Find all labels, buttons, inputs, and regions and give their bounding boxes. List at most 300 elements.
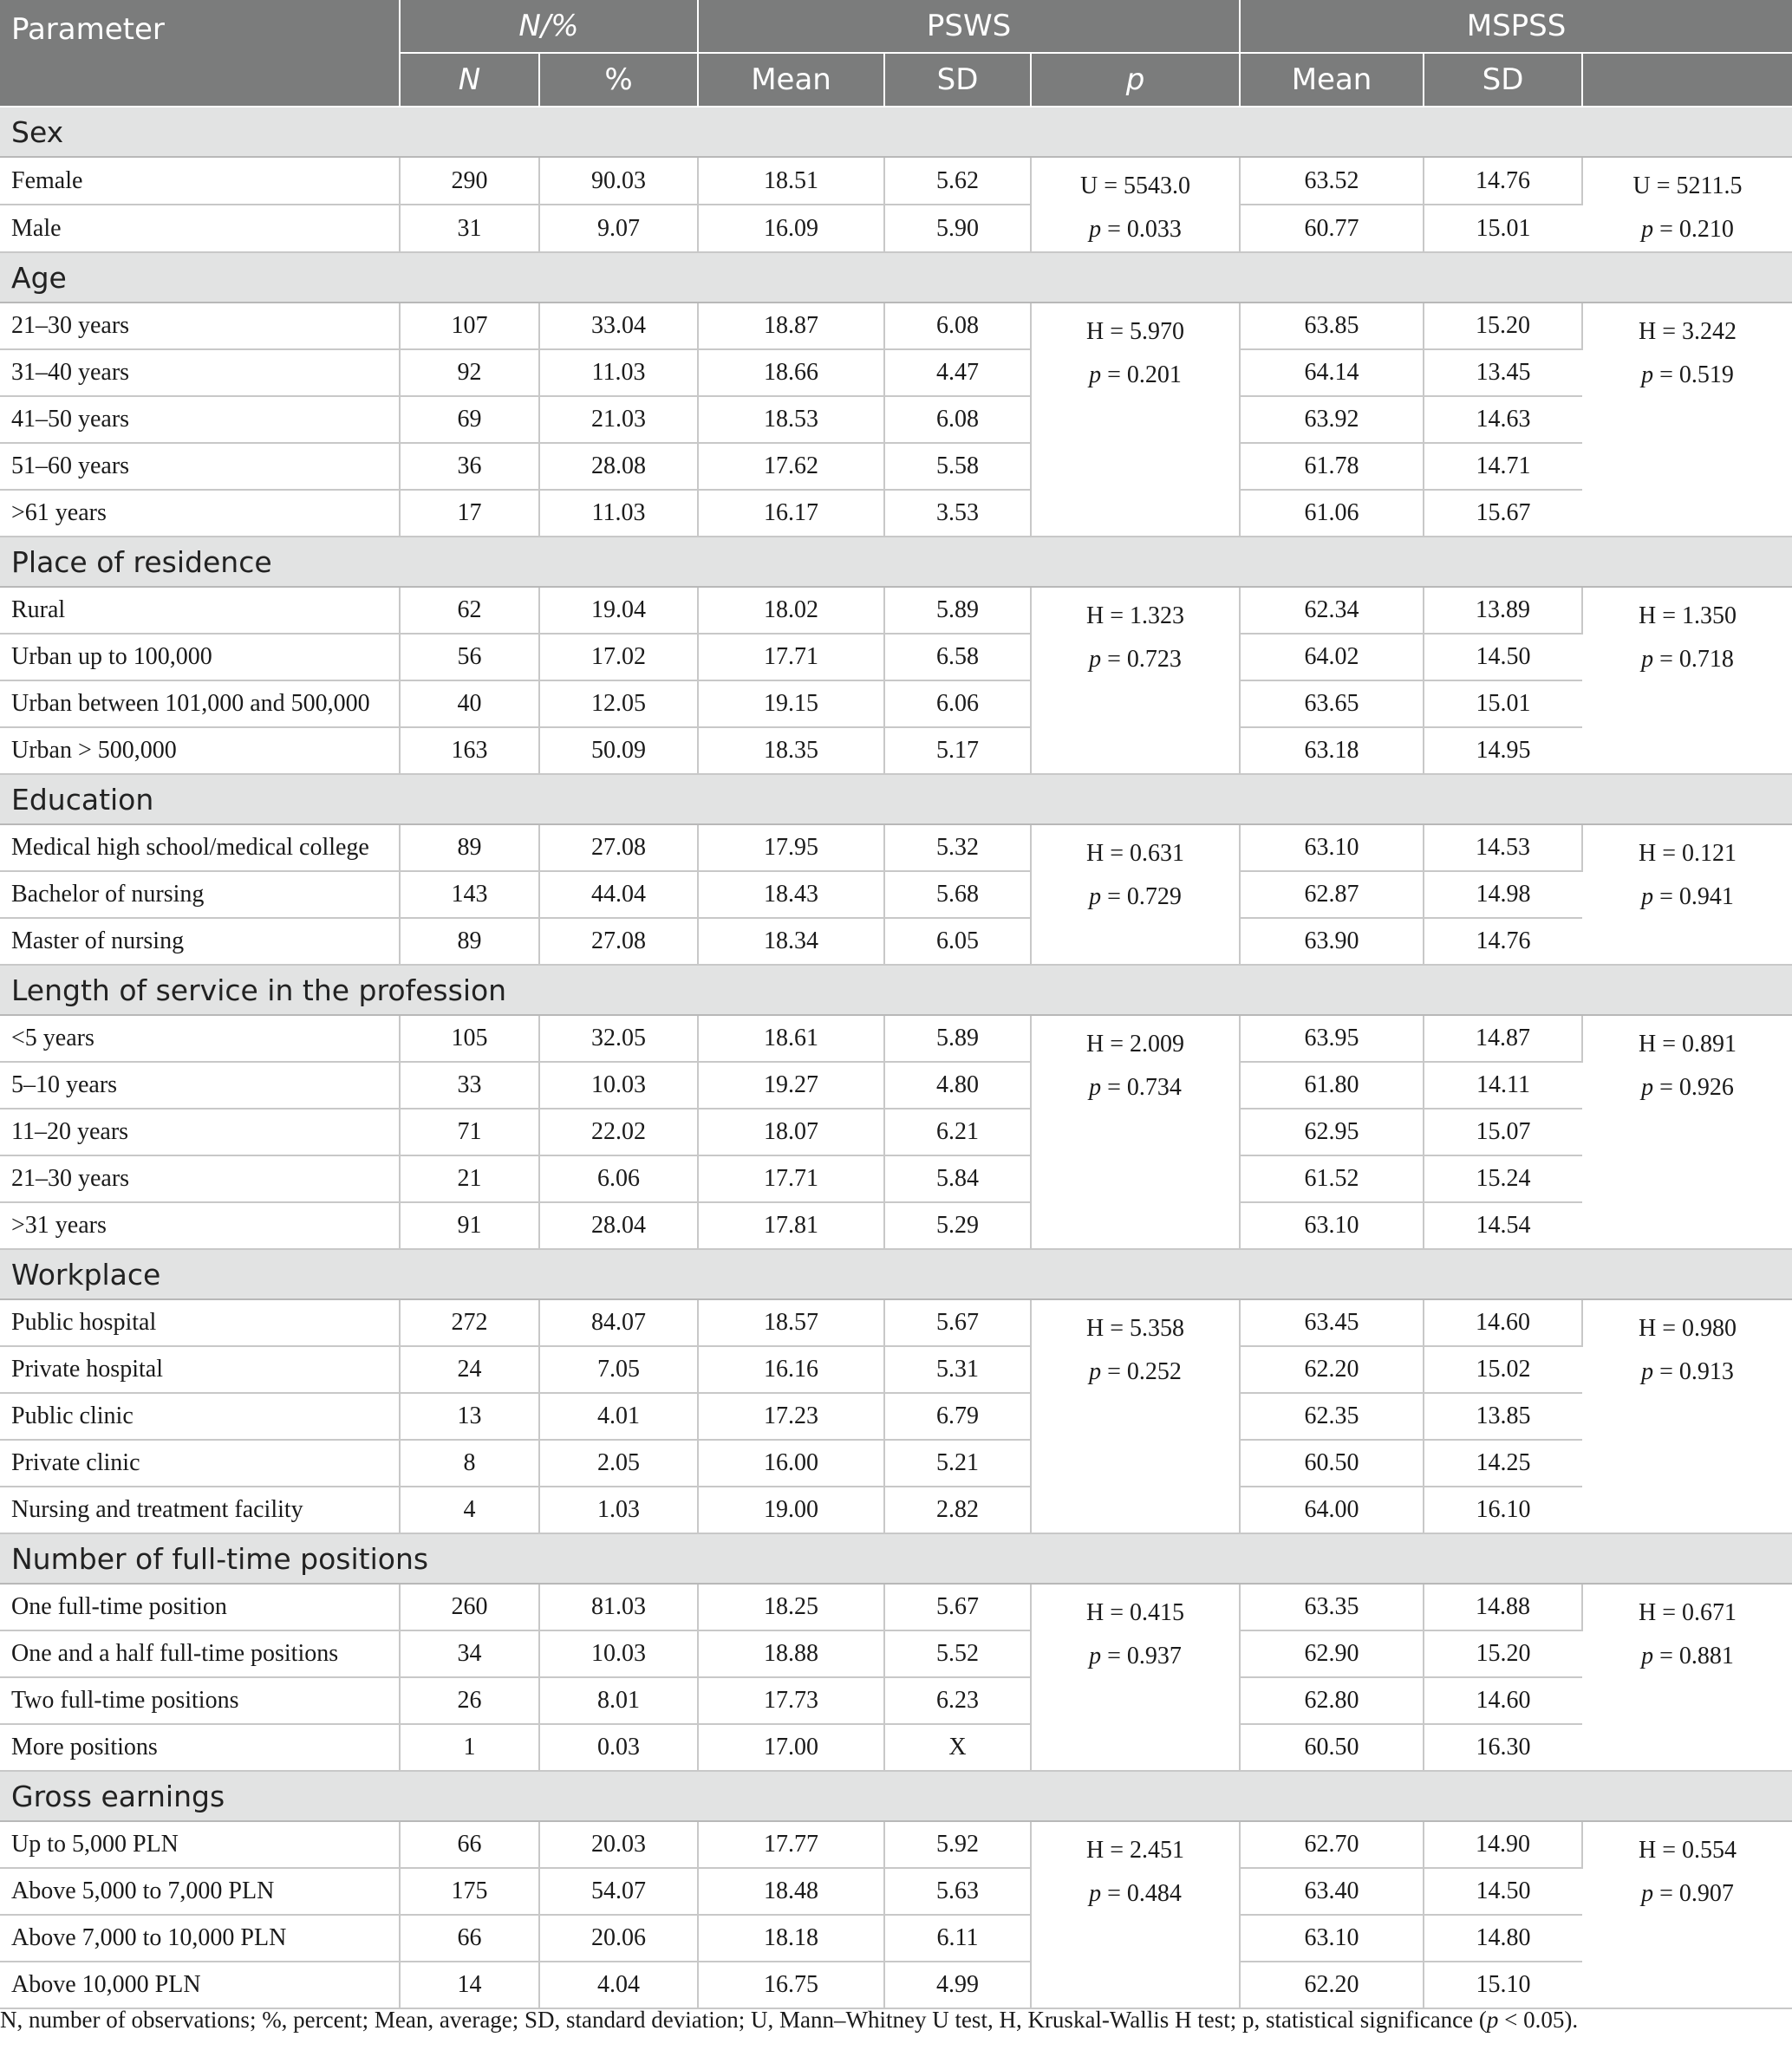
row-label: Above 7,000 to 10,000 PLN	[0, 1915, 400, 1962]
psws-p-number: 0.723	[1126, 646, 1182, 673]
percent-value: 84.07	[539, 1299, 698, 1346]
psws-p-value	[1032, 1635, 1239, 1678]
n-value: 66	[400, 1915, 539, 1962]
psws-test-value: H = 5.358	[1086, 1315, 1185, 1342]
psws-mean: 18.35	[698, 727, 884, 774]
n-value: 175	[400, 1868, 539, 1915]
mspss-sd: 15.07	[1424, 1109, 1582, 1155]
mspss-sd: 14.50	[1424, 1868, 1582, 1915]
psws-sd: 5.89	[884, 587, 1031, 634]
psws-mean: 16.09	[698, 205, 884, 252]
mspss-p-number: 0.718	[1678, 646, 1734, 673]
psws-mean: 18.07	[698, 1109, 884, 1155]
table-row	[0, 634, 1792, 680]
mspss-sd: 14.60	[1424, 1677, 1582, 1724]
mspss-p-value	[1583, 208, 1792, 251]
row-label: Master of nursing	[0, 918, 400, 965]
psws-sd: 6.58	[884, 634, 1031, 680]
row-label: Urban between 101,000 and 500,000	[0, 680, 400, 727]
percent-value: 50.09	[539, 727, 698, 774]
mspss-p-number: 0.926	[1678, 1074, 1734, 1101]
header-mspss-sd: SD	[1424, 53, 1582, 107]
psws-sd: 5.68	[884, 871, 1031, 918]
mspss-mean: 63.10	[1240, 824, 1424, 871]
psws-sd: 5.67	[884, 1584, 1031, 1630]
p-equals: =	[1653, 1880, 1679, 1907]
p-equals: =	[1101, 883, 1127, 910]
header-psws-sd: SD	[884, 53, 1031, 107]
mspss-stat-cell	[1582, 824, 1792, 965]
mspss-mean: 61.78	[1240, 443, 1424, 490]
mspss-sd: 14.60	[1424, 1299, 1582, 1346]
mspss-sd: 14.90	[1424, 1821, 1582, 1868]
mspss-mean: 61.80	[1240, 1062, 1424, 1109]
psws-mean: 18.25	[698, 1584, 884, 1630]
mspss-sd: 15.20	[1424, 303, 1582, 349]
table-row	[0, 1299, 1792, 1346]
psws-p-number: 0.734	[1126, 1074, 1182, 1101]
mspss-sd: 14.25	[1424, 1440, 1582, 1487]
mspss-test-value: H = 0.980	[1639, 1315, 1737, 1342]
row-label: Above 10,000 PLN	[0, 1962, 400, 2008]
percent-value: 20.06	[539, 1915, 698, 1962]
mspss-mean: 61.52	[1240, 1155, 1424, 1202]
psws-p-value	[1032, 354, 1239, 397]
row-label: More positions	[0, 1724, 400, 1771]
psws-test-value: H = 2.009	[1086, 1031, 1185, 1058]
p-equals: =	[1101, 216, 1127, 243]
mspss-mean: 64.14	[1240, 349, 1424, 396]
mspss-sd: 13.85	[1424, 1393, 1582, 1440]
row-label: 41–50 years	[0, 396, 400, 443]
psws-mean: 18.43	[698, 871, 884, 918]
table-row	[0, 587, 1792, 634]
psws-mean: 17.81	[698, 1202, 884, 1249]
percent-value: 32.05	[539, 1015, 698, 1062]
psws-sd: 6.08	[884, 303, 1031, 349]
psws-mean: 17.00	[698, 1724, 884, 1771]
table-row	[0, 443, 1792, 490]
n-value: 107	[400, 303, 539, 349]
psws-mean: 17.23	[698, 1393, 884, 1440]
n-value: 56	[400, 634, 539, 680]
psws-sd: 6.05	[884, 918, 1031, 965]
percent-value: 7.05	[539, 1346, 698, 1393]
psws-mean: 18.18	[698, 1915, 884, 1962]
n-value: 13	[400, 1393, 539, 1440]
psws-sd: 4.80	[884, 1062, 1031, 1109]
psws-mean: 18.48	[698, 1868, 884, 1915]
p-label: p	[1641, 216, 1654, 243]
mspss-sd: 14.88	[1424, 1584, 1582, 1630]
p-equals: =	[1653, 883, 1679, 910]
mspss-sd: 15.01	[1424, 680, 1582, 727]
mspss-mean: 62.70	[1240, 1821, 1424, 1868]
table-row	[0, 680, 1792, 727]
header-psws: PSWS	[698, 0, 1240, 53]
mspss-sd: 15.24	[1424, 1155, 1582, 1202]
p-equals: =	[1653, 1358, 1679, 1385]
row-label: Urban up to 100,000	[0, 634, 400, 680]
psws-test-value: U = 5543.0	[1080, 172, 1191, 199]
table-footnote	[0, 2007, 1792, 2034]
p-label: p	[1641, 1074, 1654, 1101]
mspss-mean: 63.85	[1240, 303, 1424, 349]
group-title: Number of full-time positions	[0, 1533, 1792, 1584]
p-equals: =	[1101, 361, 1127, 388]
p-equals: =	[1653, 646, 1679, 673]
group-header-row	[0, 107, 1792, 157]
n-value: 26	[400, 1677, 539, 1724]
mspss-sd: 15.10	[1424, 1962, 1582, 2008]
p-equals: =	[1101, 646, 1127, 673]
group-title: Gross earnings	[0, 1771, 1792, 1821]
mspss-sd: 14.98	[1424, 871, 1582, 918]
psws-stat-cell	[1031, 303, 1240, 537]
group-title: Length of service in the profession	[0, 965, 1792, 1015]
psws-stat-cell	[1031, 1015, 1240, 1249]
psws-mean: 17.71	[698, 1155, 884, 1202]
mspss-test-value: H = 0.121	[1639, 840, 1737, 867]
mspss-sd: 14.53	[1424, 824, 1582, 871]
n-value: 105	[400, 1015, 539, 1062]
psws-stat-cell	[1031, 1584, 1240, 1771]
mspss-stat-cell	[1582, 1015, 1792, 1249]
row-label: Public clinic	[0, 1393, 400, 1440]
percent-value: 10.03	[539, 1062, 698, 1109]
psws-sd: 6.11	[884, 1915, 1031, 1962]
mspss-mean: 60.50	[1240, 1440, 1424, 1487]
psws-sd: 6.08	[884, 396, 1031, 443]
mspss-mean: 62.90	[1240, 1630, 1424, 1677]
percent-value: 81.03	[539, 1584, 698, 1630]
mspss-p-number: 0.913	[1678, 1358, 1734, 1385]
psws-sd: 5.31	[884, 1346, 1031, 1393]
percent-value: 21.03	[539, 396, 698, 443]
group-title: Place of residence	[0, 537, 1792, 587]
mspss-sd: 14.76	[1424, 918, 1582, 965]
psws-test-value: H = 2.451	[1086, 1837, 1185, 1864]
p-label: p	[1089, 216, 1102, 243]
mspss-mean: 63.10	[1240, 1915, 1424, 1962]
n-value: 62	[400, 587, 539, 634]
p-label: p	[1641, 1880, 1654, 1907]
n-value: 272	[400, 1299, 539, 1346]
psws-p-value	[1032, 208, 1239, 251]
psws-sd: 5.32	[884, 824, 1031, 871]
footnote-end: < 0.05).	[1498, 2007, 1579, 2033]
mspss-test-value: H = 0.891	[1639, 1031, 1737, 1058]
percent-value: 90.03	[539, 157, 698, 205]
psws-p-number: 0.033	[1126, 216, 1182, 243]
p-label: p	[1641, 361, 1654, 388]
psws-test-value: H = 1.323	[1086, 602, 1185, 629]
row-label: 21–30 years	[0, 303, 400, 349]
header-n: N	[400, 53, 539, 107]
psws-mean: 18.34	[698, 918, 884, 965]
p-label: p	[1089, 1880, 1102, 1907]
mspss-mean: 63.92	[1240, 396, 1424, 443]
psws-stat-cell	[1031, 1299, 1240, 1533]
mspss-sd: 14.50	[1424, 634, 1582, 680]
p-label: p	[1641, 883, 1654, 910]
psws-sd: 5.58	[884, 443, 1031, 490]
mspss-sd: 14.95	[1424, 727, 1582, 774]
mspss-stat-cell	[1582, 1821, 1792, 2008]
percent-value: 44.04	[539, 871, 698, 918]
mspss-p-value	[1583, 875, 1792, 919]
n-value: 4	[400, 1487, 539, 1533]
psws-mean: 17.95	[698, 824, 884, 871]
psws-mean: 19.27	[698, 1062, 884, 1109]
p-label: p	[1089, 1358, 1102, 1385]
mspss-mean: 63.40	[1240, 1868, 1424, 1915]
psws-mean: 16.16	[698, 1346, 884, 1393]
header-n-percent: N/%	[400, 0, 698, 53]
percent-value: 4.04	[539, 1962, 698, 2008]
mspss-mean: 63.52	[1240, 157, 1424, 205]
mspss-mean: 62.20	[1240, 1962, 1424, 2008]
percent-value: 22.02	[539, 1109, 698, 1155]
table-row	[0, 727, 1792, 774]
psws-p-number: 0.201	[1126, 361, 1182, 388]
psws-sd: 6.21	[884, 1109, 1031, 1155]
mspss-sd: 15.02	[1424, 1346, 1582, 1393]
table-row	[0, 1202, 1792, 1249]
psws-sd: 4.99	[884, 1962, 1031, 2008]
n-value: 17	[400, 490, 539, 537]
n-value: 8	[400, 1440, 539, 1487]
table-row	[0, 871, 1792, 918]
n-value: 69	[400, 396, 539, 443]
header-psws-p: p	[1031, 53, 1240, 107]
psws-mean: 19.15	[698, 680, 884, 727]
table-row	[0, 1487, 1792, 1533]
row-label: Bachelor of nursing	[0, 871, 400, 918]
mspss-mean: 63.65	[1240, 680, 1424, 727]
percent-value: 1.03	[539, 1487, 698, 1533]
row-label: Up to 5,000 PLN	[0, 1821, 400, 1868]
psws-mean: 18.87	[698, 303, 884, 349]
table-row	[0, 1821, 1792, 1868]
psws-mean: 16.75	[698, 1962, 884, 2008]
row-label: 51–60 years	[0, 443, 400, 490]
mspss-stat-cell	[1582, 587, 1792, 774]
mspss-sd: 14.54	[1424, 1202, 1582, 1249]
group-header-row	[0, 774, 1792, 824]
mspss-mean: 63.18	[1240, 727, 1424, 774]
psws-p-value	[1032, 638, 1239, 681]
percent-value: 9.07	[539, 205, 698, 252]
row-label: Nursing and treatment facility	[0, 1487, 400, 1533]
psws-sd: 4.47	[884, 349, 1031, 396]
mspss-stat-cell	[1582, 303, 1792, 537]
row-label: Male	[0, 205, 400, 252]
table-row	[0, 1868, 1792, 1915]
psws-mean: 17.73	[698, 1677, 884, 1724]
table-row	[0, 1015, 1792, 1062]
table-row	[0, 1393, 1792, 1440]
mspss-test-value: U = 5211.5	[1632, 172, 1743, 199]
mspss-mean: 60.77	[1240, 205, 1424, 252]
psws-mean: 18.53	[698, 396, 884, 443]
row-label: One full-time position	[0, 1584, 400, 1630]
percent-value: 12.05	[539, 680, 698, 727]
header-psws-mean: Mean	[698, 53, 884, 107]
header-row-1	[0, 0, 1792, 53]
percent-value: 11.03	[539, 490, 698, 537]
mspss-sd: 14.76	[1424, 157, 1582, 205]
psws-sd: 2.82	[884, 1487, 1031, 1533]
mspss-p-number: 0.519	[1678, 361, 1734, 388]
group-header-row	[0, 1249, 1792, 1299]
group-header-row	[0, 1533, 1792, 1584]
mspss-sd: 15.20	[1424, 1630, 1582, 1677]
psws-stat-cell	[1031, 587, 1240, 774]
row-label: 31–40 years	[0, 349, 400, 396]
psws-mean: 18.02	[698, 587, 884, 634]
table-row	[0, 1630, 1792, 1677]
n-value: 89	[400, 824, 539, 871]
mspss-mean: 62.35	[1240, 1393, 1424, 1440]
mspss-p-value	[1583, 1872, 1792, 1916]
psws-sd: 6.23	[884, 1677, 1031, 1724]
mspss-p-value	[1583, 638, 1792, 681]
row-label: >31 years	[0, 1202, 400, 1249]
n-value: 34	[400, 1630, 539, 1677]
table-body	[0, 107, 1792, 2008]
psws-mean: 17.62	[698, 443, 884, 490]
p-label: p	[1089, 646, 1102, 673]
group-title: Education	[0, 774, 1792, 824]
mspss-test-value: H = 0.671	[1639, 1599, 1737, 1626]
percent-value: 28.04	[539, 1202, 698, 1249]
psws-sd: 5.29	[884, 1202, 1031, 1249]
p-label: p	[1641, 1643, 1654, 1669]
table-row	[0, 157, 1792, 205]
table-row	[0, 1584, 1792, 1630]
p-equals: =	[1101, 1074, 1127, 1101]
p-label: p	[1089, 361, 1102, 388]
table-row	[0, 303, 1792, 349]
row-label: Private clinic	[0, 1440, 400, 1487]
header-percent: %	[539, 53, 698, 107]
psws-sd: 5.84	[884, 1155, 1031, 1202]
psws-stat-cell	[1031, 1821, 1240, 2008]
psws-test-value: H = 0.631	[1086, 840, 1185, 867]
psws-mean: 18.88	[698, 1630, 884, 1677]
mspss-p-value	[1583, 1635, 1792, 1678]
row-label: Rural	[0, 587, 400, 634]
mspss-test-value: H = 3.242	[1639, 318, 1737, 345]
mspss-sd: 14.80	[1424, 1915, 1582, 1962]
p-label: p	[1641, 646, 1654, 673]
psws-sd: 6.06	[884, 680, 1031, 727]
psws-mean: 18.57	[698, 1299, 884, 1346]
percent-value: 4.01	[539, 1393, 698, 1440]
psws-p-value	[1032, 1066, 1239, 1110]
n-value: 290	[400, 157, 539, 205]
p-label: p	[1089, 883, 1102, 910]
table-row	[0, 918, 1792, 965]
psws-mean: 18.61	[698, 1015, 884, 1062]
n-value: 14	[400, 1962, 539, 2008]
row-label: Private hospital	[0, 1346, 400, 1393]
group-header-row	[0, 1771, 1792, 1821]
mspss-mean: 63.45	[1240, 1299, 1424, 1346]
mspss-sd: 14.87	[1424, 1015, 1582, 1062]
psws-p-number: 0.729	[1126, 883, 1182, 910]
percent-value: 0.03	[539, 1724, 698, 1771]
psws-sd: 5.89	[884, 1015, 1031, 1062]
group-title: Age	[0, 252, 1792, 303]
mspss-p-value	[1583, 1350, 1792, 1394]
table-row	[0, 1440, 1792, 1487]
p-label: p	[1089, 1074, 1102, 1101]
mspss-sd: 14.63	[1424, 396, 1582, 443]
mspss-test-value: H = 1.350	[1639, 602, 1737, 629]
mspss-mean: 62.80	[1240, 1677, 1424, 1724]
group-header-row	[0, 252, 1792, 303]
table-row	[0, 824, 1792, 871]
psws-sd: 5.67	[884, 1299, 1031, 1346]
mspss-mean: 63.35	[1240, 1584, 1424, 1630]
row-label: Urban > 500,000	[0, 727, 400, 774]
header-mspss-mean: Mean	[1240, 53, 1424, 107]
n-value: 71	[400, 1109, 539, 1155]
psws-sd: 3.53	[884, 490, 1031, 537]
p-equals: =	[1653, 361, 1679, 388]
percent-value: 54.07	[539, 1868, 698, 1915]
p-equals: =	[1101, 1880, 1127, 1907]
psws-mean: 18.51	[698, 157, 884, 205]
p-equals: =	[1653, 216, 1679, 243]
mspss-sd: 16.10	[1424, 1487, 1582, 1533]
table-row	[0, 1155, 1792, 1202]
mspss-mean: 63.10	[1240, 1202, 1424, 1249]
n-value: 163	[400, 727, 539, 774]
psws-sd: 5.90	[884, 205, 1031, 252]
mspss-sd: 14.71	[1424, 443, 1582, 490]
mspss-stat-cell	[1582, 1584, 1792, 1771]
psws-sd: 5.21	[884, 1440, 1031, 1487]
psws-sd: 5.92	[884, 1821, 1031, 1868]
percent-value: 8.01	[539, 1677, 698, 1724]
table-row	[0, 1962, 1792, 2008]
psws-stat-cell	[1031, 824, 1240, 965]
percent-value: 19.04	[539, 587, 698, 634]
p-label: p	[1641, 1358, 1654, 1385]
mspss-p-number: 0.907	[1678, 1880, 1734, 1907]
mspss-mean: 64.00	[1240, 1487, 1424, 1533]
table-row	[0, 349, 1792, 396]
mspss-p-number: 0.881	[1678, 1643, 1734, 1669]
row-label: One and a half full-time positions	[0, 1630, 400, 1677]
percent-value: 10.03	[539, 1630, 698, 1677]
table-row	[0, 1677, 1792, 1724]
psws-sd: 5.17	[884, 727, 1031, 774]
mspss-p-value	[1583, 354, 1792, 397]
row-label: Public hospital	[0, 1299, 400, 1346]
group-title: Workplace	[0, 1249, 1792, 1299]
n-value: 36	[400, 443, 539, 490]
psws-sd: 5.52	[884, 1630, 1031, 1677]
n-value: 92	[400, 349, 539, 396]
mspss-sd: 15.01	[1424, 205, 1582, 252]
n-value: 24	[400, 1346, 539, 1393]
psws-sd: 5.63	[884, 1868, 1031, 1915]
mspss-mean: 61.06	[1240, 490, 1424, 537]
